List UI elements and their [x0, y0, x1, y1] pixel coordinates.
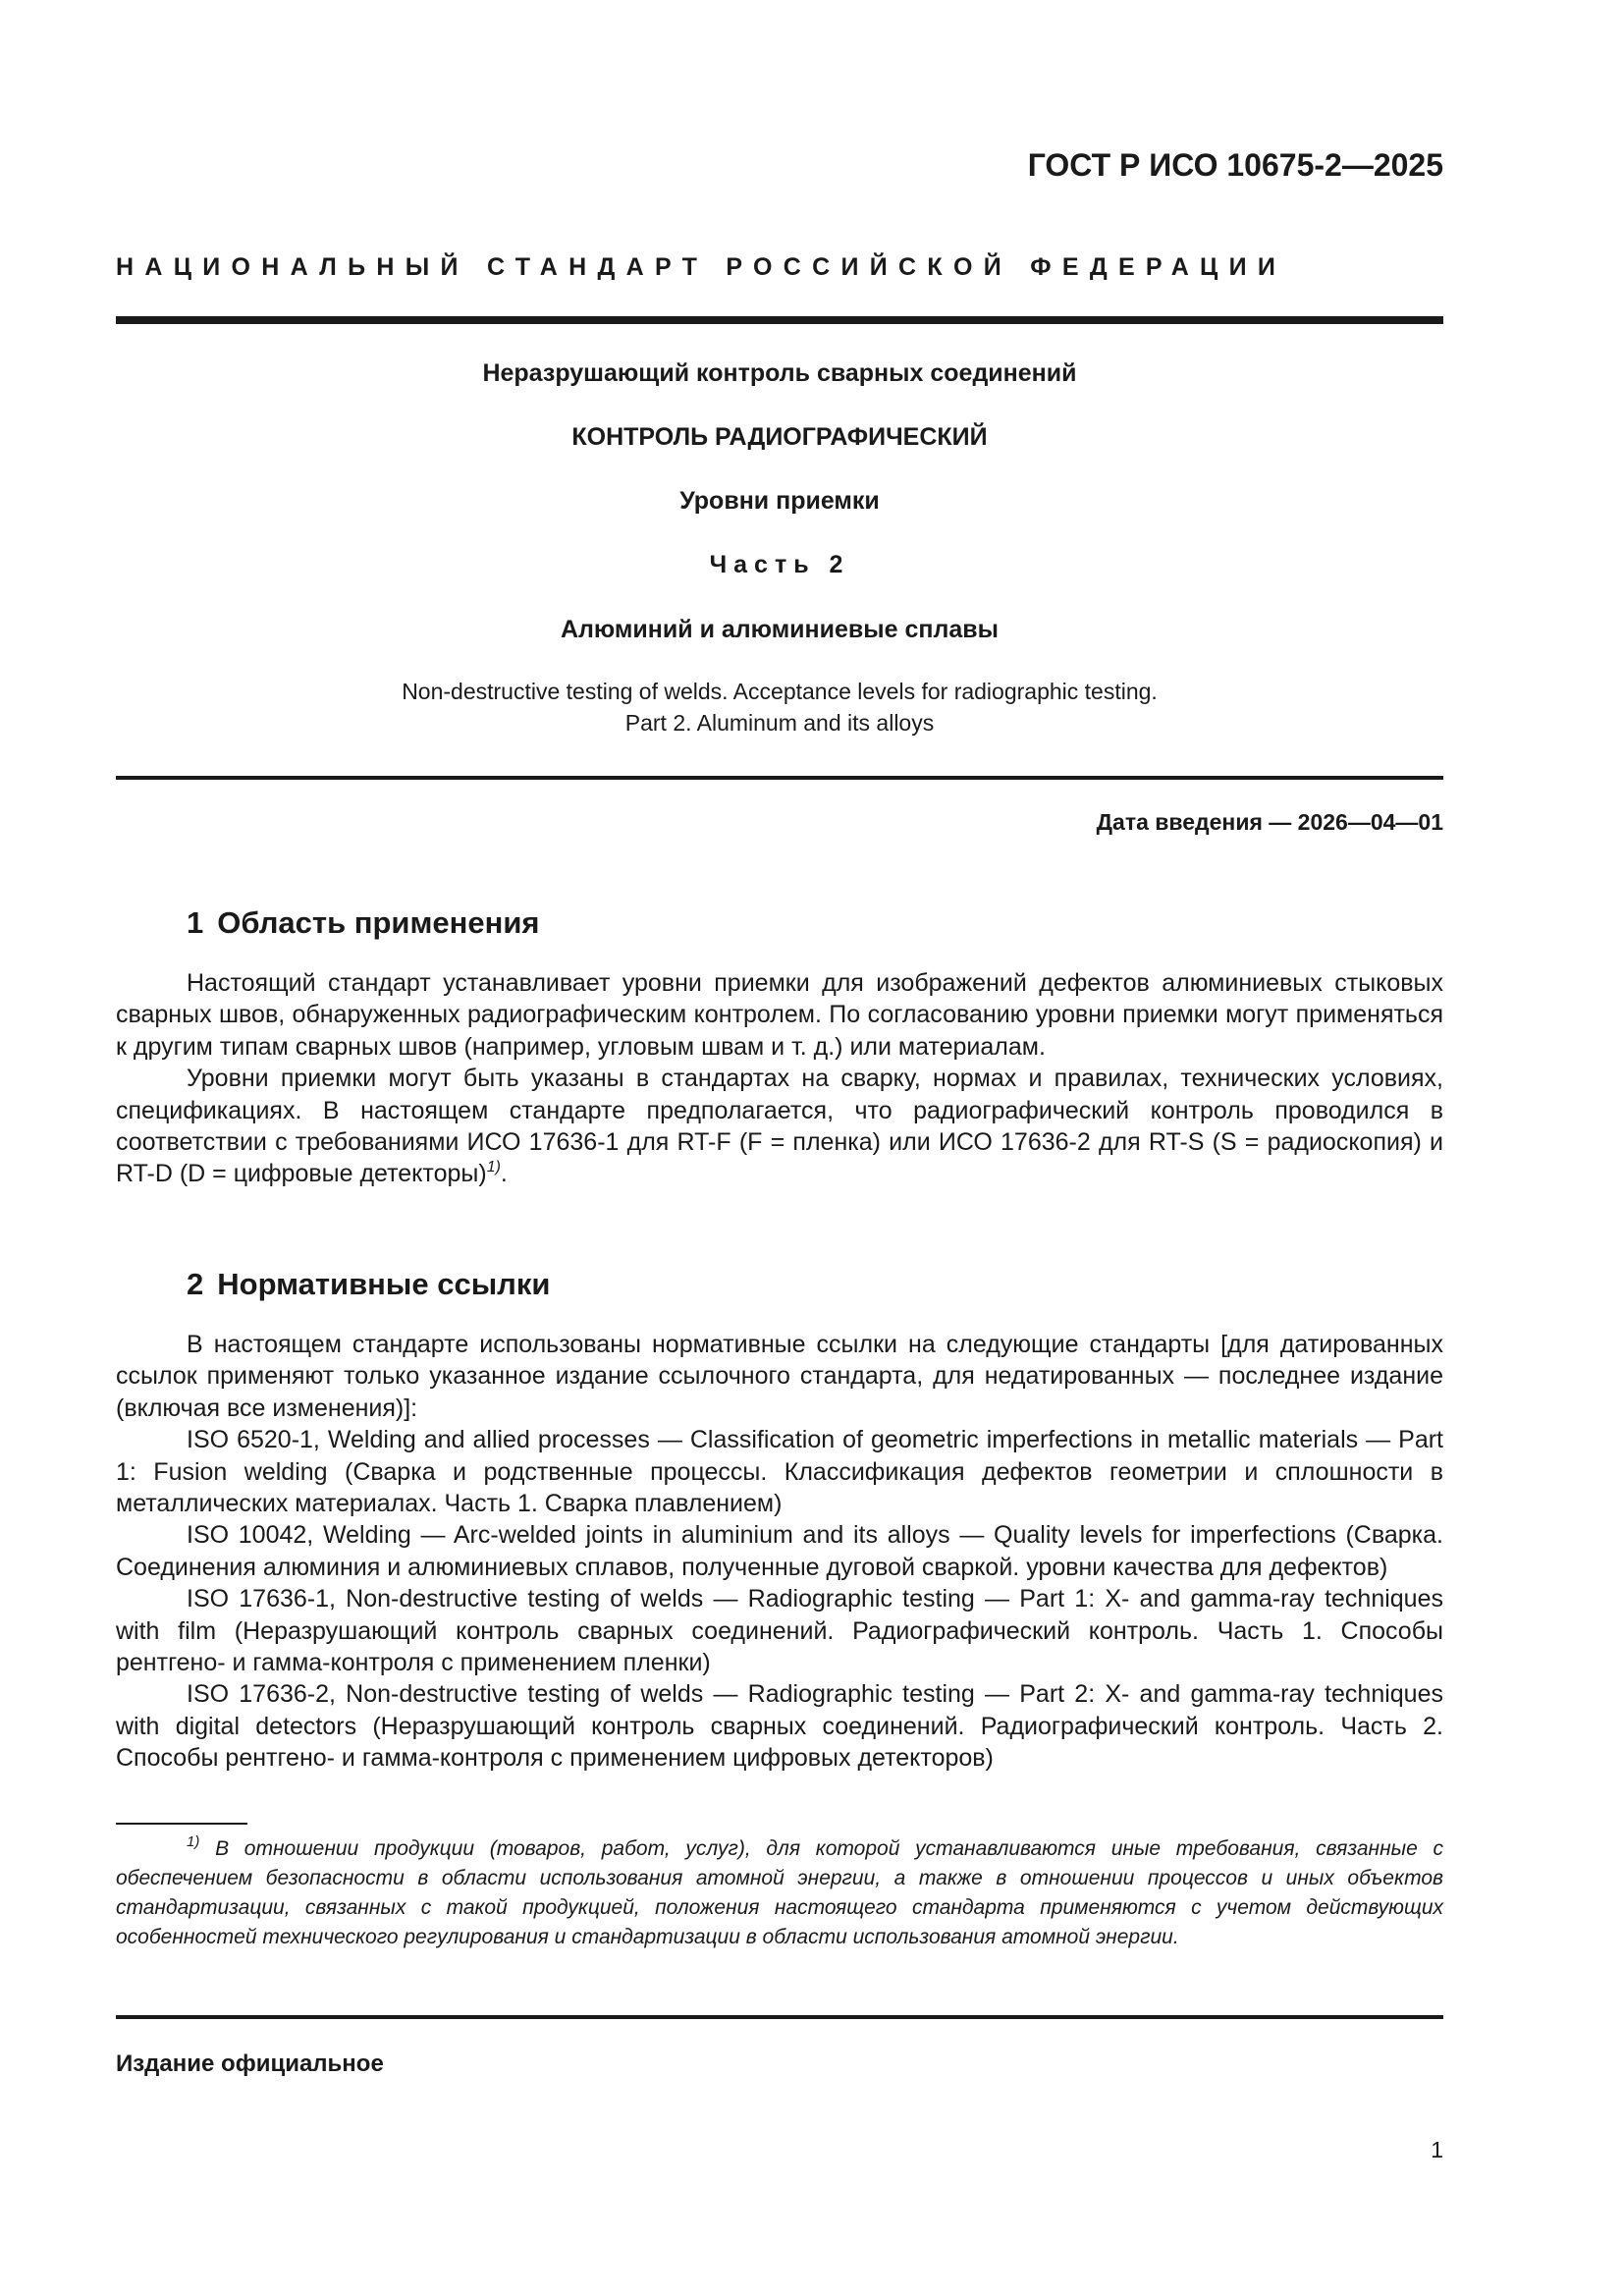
- section-1-paragraph-2-text: Уровни приемки могут быть указаны в стандартах на сварку, нормах и правилах, технических условиях, спецификациях. В настоящем стандарте предполагается, что радиографический контроль проводился в соответствии с требованиями ИСО 17636-1 для RT-F (F = пленка) или ИСО 17636-2 для RT-S (S = радиоскопия) и RT-D (D = цифровые детекторы): [116, 1065, 1443, 1188]
- official-edition-label: Издание официальное: [116, 2050, 384, 2077]
- reference-item: ISO 17636-1, Non-destructive testing of welds — Radiographic testing — Part 1: X- and gamma-ray techniques with film (Неразрушающий контроль сварных соединений. Радиографический контроль. Часть 1. Способы рентгено- и гамма-контроля с применением пленки): [116, 1585, 1443, 1677]
- title-line-3: Уровни приемки: [679, 487, 880, 515]
- footnote-separator: [116, 1823, 247, 1825]
- title-part: Часть 2: [709, 551, 850, 578]
- section-1-paragraph-2-end: .: [500, 1160, 508, 1188]
- reference-item: ISO 6520-1, Welding and allied processes — Classification of geometric imperfections in metallic materials — Part 1: Fusion welding (Сварка и родственные процессы. Классификация дефектов геометрии и сплошности в металлических материалах. Часть 1. Сварка плавлением): [116, 1426, 1443, 1518]
- section-2-body: [116, 1329, 1443, 1775]
- header-rule: [116, 316, 1443, 324]
- title-subtitle: Алюминий и алюминиевые сплавы: [560, 616, 1000, 643]
- title-line-1: Неразрушающий контроль сварных соединений: [482, 359, 1077, 387]
- section-2-intro: В настоящем стандарте использованы нормативные ссылки на следующие стандарты [для датированных ссылок применяют только указанное издание ссылочного стандарта, для недатированных — последнее издание (включая все изменения)]:: [116, 1331, 1443, 1422]
- section-1-paragraph-2: [116, 1063, 1443, 1190]
- page-number: 1: [1431, 2137, 1443, 2162]
- section-1-paragraph-1: Настоящий стандарт устанавливает уровни приемки для изображений дефектов алюминиевых стыковых сварных швов, обнаруженных радиографическим контролем. По согласованию уровни приемки могут применяться к другим типам сварных швов (например, угловым швам и т. д.) или материалам.: [116, 969, 1443, 1061]
- footnote: [116, 1834, 1443, 1952]
- footnote-text: В отношении продукции (товаров, работ, услуг), для которой устанавливаются иные требования, связанные с обеспечением безопасности в области использования атомной энергии, а также в отношении процессов и иных объектов стандартизации, связанных с такой продукцией, положения настоящего стандарта применяются с учетом действующих особенностей технического регулирования и стандартизации в области использования атомной энергии.: [116, 1837, 1443, 1948]
- title-english: [116, 676, 1443, 738]
- title-line-2: КОНТРОЛЬ РАДИОГРАФИЧЕСКИЙ: [571, 423, 988, 451]
- footer-rule: [116, 2015, 1443, 2019]
- introduction-date: Дата введения — 2026—04—01: [1096, 809, 1443, 835]
- section-1-heading: [187, 905, 540, 941]
- section-1-body: [116, 967, 1443, 1190]
- reference-item: ISO 10042, Welding — Arc-welded joints in aluminium and its alloys — Quality levels for imperfections (Сварка. Соединения алюминия и алюминиевых сплавов, полученные дуговой сваркой. уровни качества для дефектов): [116, 1521, 1443, 1581]
- title-english-line-1: Non-destructive testing of welds. Acceptance levels for radiographic testing.: [402, 679, 1158, 704]
- national-standard-banner: НАЦИОНАЛЬНЫЙ СТАНДАРТ РОССИЙСКОЙ ФЕДЕРАЦИИ: [116, 253, 1287, 281]
- title-english-line-2: Part 2. Aluminum and its alloys: [624, 710, 935, 736]
- section-2-number: 2: [187, 1267, 204, 1301]
- footnote-reference[interactable]: 1): [486, 1159, 501, 1176]
- section-1-title: Область применения: [217, 905, 540, 940]
- section-2-heading: [187, 1267, 550, 1302]
- standard-designation: ГОСТ Р ИСО 10675-2—2025: [1027, 147, 1443, 183]
- title-rule: [116, 776, 1443, 780]
- section-1-number: 1: [187, 905, 204, 940]
- reference-item: ISO 17636-2, Non-destructive testing of welds — Radiographic testing — Part 2: X- and gamma-ray techniques with digital detectors (Неразрушающий контроль сварных соединений. Радиографический контроль. Часть 2. Способы рентгено- и гамма-контроля с применением цифровых детекторов): [116, 1680, 1443, 1773]
- section-2-title: Нормативные ссылки: [217, 1267, 551, 1301]
- footnote-mark: 1): [187, 1833, 200, 1850]
